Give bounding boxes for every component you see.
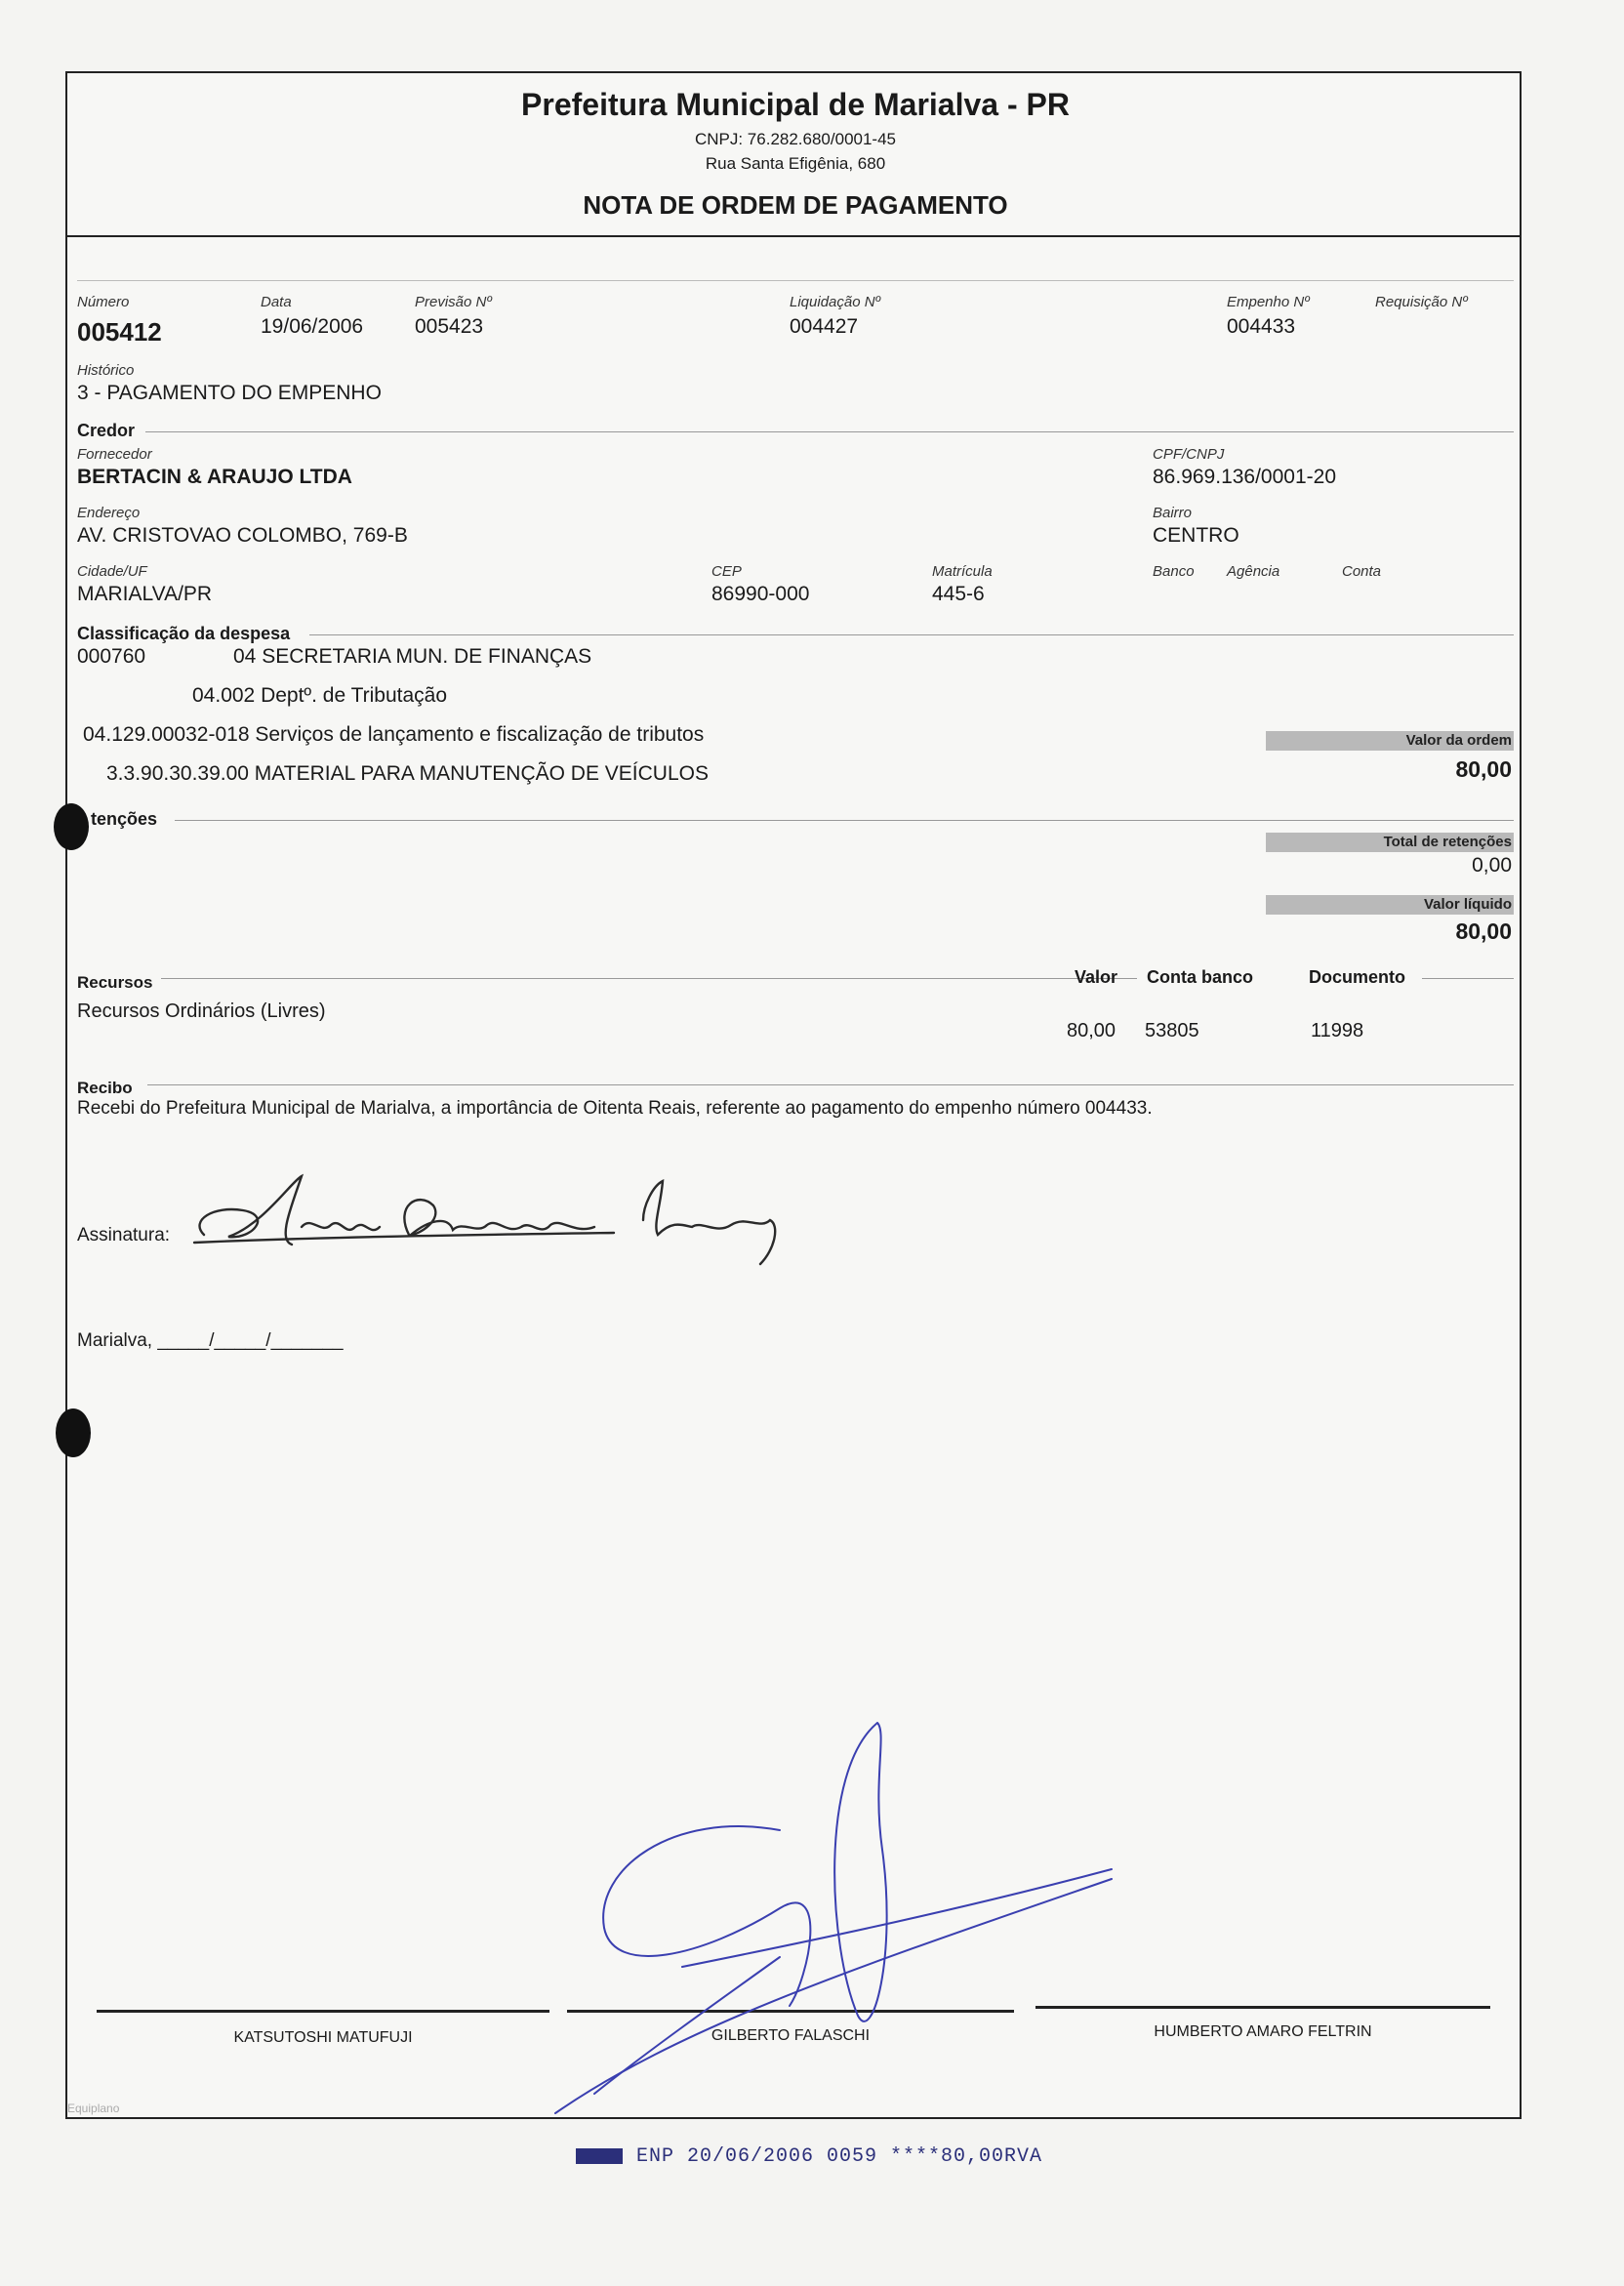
authorizer-signature — [536, 1713, 1121, 2123]
retencoes-rule — [175, 820, 1514, 821]
signature-line-1 — [97, 2010, 549, 2013]
cep-label: CEP — [711, 563, 742, 580]
recursos-section-title: Recursos — [77, 973, 153, 992]
departamento-text: 04.002 Deptº. de Tributação — [192, 684, 448, 707]
numero-value: 005412 — [77, 317, 162, 347]
retencoes-section-title: tenções — [91, 809, 158, 829]
cidade-label: Cidade/UF — [77, 563, 147, 580]
cidade-value: MARIALVA/PR — [77, 583, 213, 605]
stamp-text: ENP 20/06/2006 0059 ****80,00RVA — [636, 2145, 1043, 2168]
recursos-valor: 80,00 — [1067, 1020, 1116, 1041]
recursos-item: Recursos Ordinários (Livres) — [77, 1000, 326, 1022]
empenho-value: 004433 — [1227, 315, 1296, 338]
recibo-text: Recebi do Prefeitura Municipal de Marialva, a importância de Oitenta Reais, referente ao pagamento do empenho número 004433. — [77, 1098, 1153, 1119]
fornecedor-label: Fornecedor — [77, 446, 152, 463]
address-text: Rua Santa Efigênia, 680 — [705, 154, 886, 173]
payment-stamp — [576, 2145, 1042, 2168]
signatory-2: GILBERTO FALASCHI — [710, 2027, 871, 2044]
matricula-value: 445-6 — [932, 583, 985, 605]
valor-liquido-value: 80,00 — [1455, 918, 1512, 944]
punch-hole-top — [54, 803, 89, 850]
total-retencoes-label: Total de retenções — [1383, 834, 1512, 850]
numero-label: Número — [77, 294, 130, 310]
matricula-label: Matrícula — [932, 563, 993, 580]
prefeitura-title: Prefeitura Municipal de Marialva - PR — [521, 87, 1070, 122]
signatory-1: KATSUTOSHI MATUFUJI — [233, 2029, 413, 2046]
agencia-label: Agência — [1227, 563, 1280, 580]
document-title: NOTA DE ORDEM DE PAGAMENTO — [583, 190, 1008, 220]
endereco-label: Endereço — [77, 505, 141, 521]
empenho-label: Empenho Nº — [1227, 294, 1310, 310]
fornecedor-value: BERTACIN & ARAUJO LTDA — [77, 466, 352, 488]
punch-hole-bottom — [56, 1408, 91, 1457]
banco-label: Banco — [1153, 563, 1195, 580]
recipient-signature — [184, 1166, 868, 1274]
recursos-rule — [161, 978, 1137, 979]
valor-ordem-value: 80,00 — [1455, 756, 1512, 782]
endereco-value: AV. CRISTOVAO COLOMBO, 769-B — [77, 524, 408, 547]
recursos-conta-header: Conta banco — [1147, 967, 1254, 987]
recursos-conta: 53805 — [1145, 1020, 1199, 1041]
recursos-documento-header: Documento — [1309, 967, 1405, 987]
cpf-value: 86.969.136/0001-20 — [1153, 466, 1337, 488]
cnpj-text: CNPJ: 76.282.680/0001-45 — [694, 130, 897, 148]
classificacao-section-title: Classificação da despesa — [77, 624, 291, 643]
material-text: 3.3.90.30.39.00 MATERIAL PARA MANUTENÇÃO DE VEÍCULOS — [106, 762, 709, 785]
recibo-section-title: Recibo — [77, 1079, 133, 1097]
stamp-logo-icon — [576, 2148, 623, 2164]
data-label: Data — [261, 294, 292, 310]
credor-rule — [145, 431, 1514, 432]
data-value: 19/06/2006 — [261, 315, 364, 338]
historico-label: Histórico — [77, 362, 135, 379]
recursos-rule-right — [1422, 978, 1514, 979]
classificacao-code: 000760 — [77, 645, 146, 668]
conta-label: Conta — [1342, 563, 1382, 580]
secretaria-text: 04 SECRETARIA MUN. DE FINANÇAS — [233, 645, 592, 668]
servico-text: 04.129.00032-018 Serviços de lançamento e fiscalização de tributos — [83, 723, 705, 746]
classificacao-rule — [309, 634, 1514, 635]
local-date-line: Marialva, _____/_____/_______ — [77, 1330, 344, 1351]
header-divider — [67, 235, 1522, 237]
liquidacao-value: 004427 — [790, 315, 859, 338]
cep-value: 86990-000 — [711, 583, 810, 605]
valor-ordem-label: Valor da ordem — [1405, 732, 1512, 749]
recursos-documento: 11998 — [1311, 1020, 1364, 1041]
historico-value: 3 - PAGAMENTO DO EMPENHO — [77, 382, 382, 404]
previsao-value: 005423 — [415, 315, 484, 338]
assinatura-label: Assinatura: — [77, 1225, 171, 1245]
cpf-label: CPF/CNPJ — [1153, 446, 1225, 463]
previsao-label: Previsão Nº — [415, 294, 492, 310]
bairro-value: CENTRO — [1153, 524, 1239, 547]
software-footer: Equiplano — [67, 2102, 120, 2115]
recibo-rule — [147, 1084, 1514, 1085]
payment-order-form — [65, 71, 1522, 2119]
id-row-rule — [77, 280, 1514, 281]
total-retencoes-value: 0,00 — [1472, 854, 1512, 877]
valor-liquido-label: Valor líquido — [1423, 896, 1512, 913]
signatory-3: HUMBERTO AMARO FELTRIN — [1154, 2023, 1372, 2040]
liquidacao-label: Liquidação Nº — [790, 294, 881, 310]
recursos-valor-header: Valor — [1075, 967, 1118, 987]
credor-section-title: Credor — [77, 421, 136, 440]
bairro-label: Bairro — [1153, 505, 1193, 521]
requisicao-label: Requisição Nº — [1375, 294, 1468, 310]
